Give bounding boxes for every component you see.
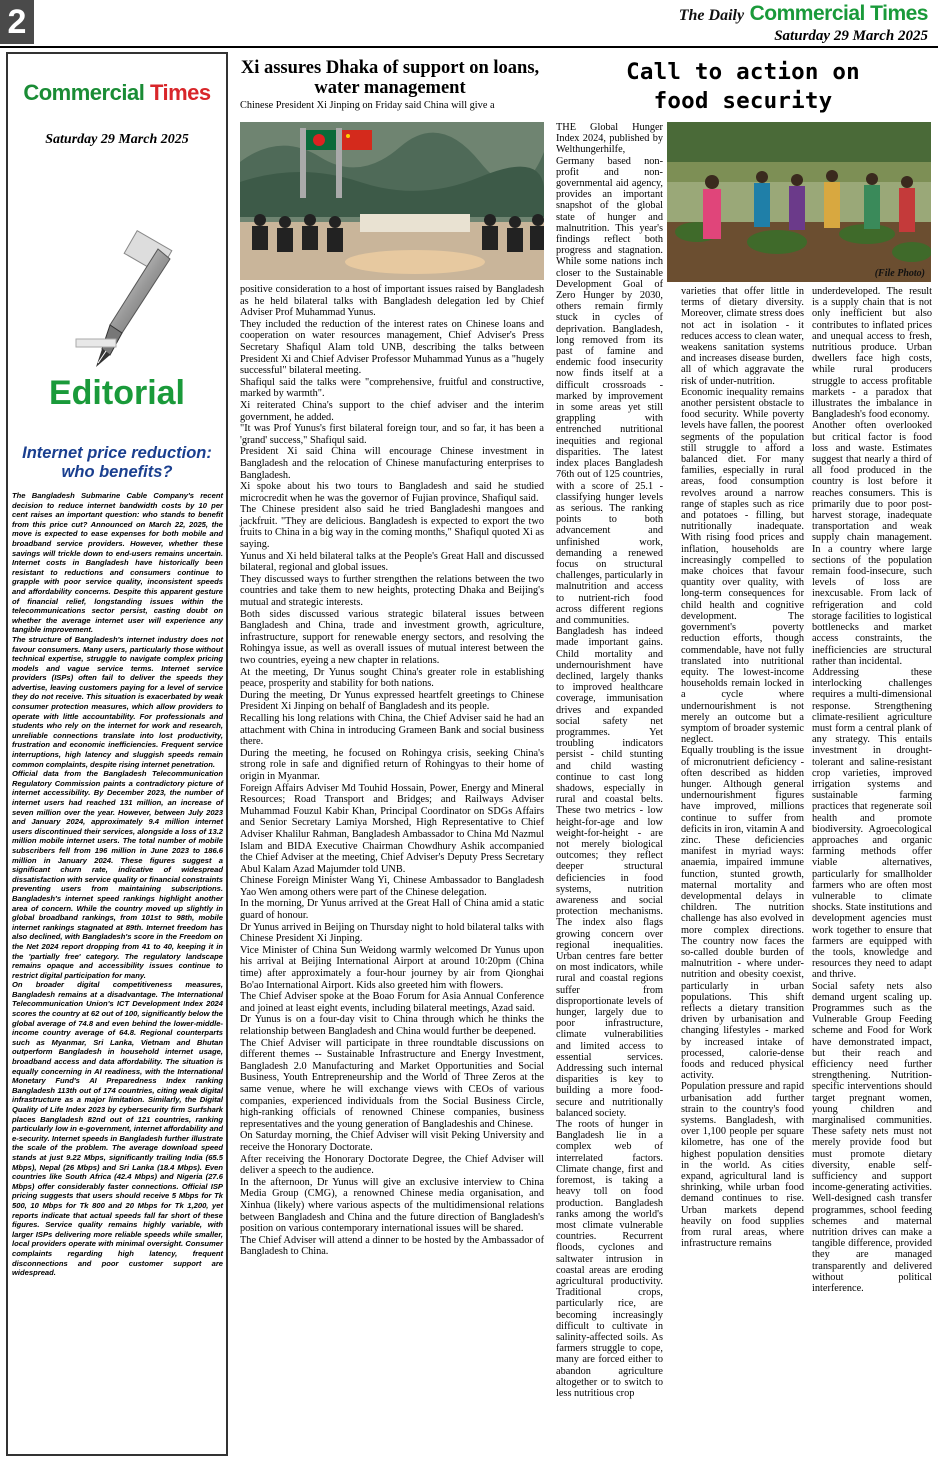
food-paragraph: Economic inequality remains another persistent obstacle to food security. While poverty levels have fallen, the poorest segments of the population still struggle to afford a balanced diet. For many families, especially in rural areas, food consumption revolves around a narrow range of staples such as rice and potatoes - filling, but nutritionally inadequate. With rising food prices and inflation, households are increasingly compelled to make choices that favour quantity over quality, with long-term consequences for child health and cognitive development. The government's poverty reduction efforts, though commendable, have not fully translated into nutritional equity. The lowest-income households remain locked in a cycle where undernourishment is not merely an outcome but a symptom of broader systemic neglect. xyxy=(681,386,804,746)
xi-paragraph: Shafiqul said the talks were "comprehensive, fruitful and constructive, marked by warmth". xyxy=(240,376,544,400)
food-article-headline xyxy=(552,58,934,116)
food-paragraph: Population pressure and rapid urbanisation add further strain to the country's food systems. Bangladesh, with over 1,100 people per square kilometre, has one of the highest population densities in the world. As cities expand, agricultural land is shrinking, while urban food demand continues to rise. Urban markets depend heavily on food supplies from rural areas, where infrastructure remains xyxy=(681,1081,804,1250)
food-paragraph: Social safety nets also demand urgent scaling up. Programmes such as the Vulnerable Group Feeding scheme and Food for Work have demonstrated impact, but their reach and efficiency need further strengthening. Nutrition-specific interventions should target pregnant women, young children and marginalised communities. These safety nets must not merely provide food but must promote dietary diversity, enable self-sufficiency and support income-generating activities. Well-designed cash transfer programmes, school feeding schemes and maternal nutrition drives can make a tangible difference, provided they are managed transparently and delivered without political interference. xyxy=(812,980,932,1295)
fountain-pen-icon xyxy=(66,229,186,369)
xi-paragraph: Chinese Foreign Minister Wang Yi, Chinese Ambassador to Bangladesh Yao Wen among others were part of the Chinese delegation. xyxy=(240,875,544,898)
food-paragraph: Another often overlooked but critical factor is food loss and waste. Estimates suggest that nearly a third of all food produced in the country is lost before it reaches consumers. This is primarily due to poor post-harvest storage, inadequate transportation and weak supply chain management. In a country where large sections of the population remain food-insecure, such levels of loss are inexcusable. From lack of refrigeration and cold storage facilities to logistical bottlenecks and market access constraints, the inefficiencies are structural rather than incidental. xyxy=(812,420,932,667)
masthead xyxy=(679,2,928,45)
xi-paragraph: They included the reduction of the interest rates on Chinese loans and cooperation on water resources management, Chief Adviser's Press Secretary Shafiqul Alam told UNB, describing the talks between President Xi and Chief Adviser Professor Muhammad Yunus as a "hugely successful" bilateral meeting. xyxy=(240,318,544,377)
section-title: Editorial xyxy=(48,374,186,412)
editorial-paragraph: On broader digital competitiveness measures, Bangladesh remains at a disadvantage. The International Telecommunication Union's ICT Development Index 2024 scores the country at 62 out of 100, significantly below the global average of 74.8 and even behind the lower-middle-income country average of 64.8. Regional counterparts such as Myanmar, Sri Lanka, Vietnam and Bhutan outperform Bangladesh in household internet usage, broadband access and data affordability. The situation is equally concerning in AI readiness, with the International Monetary Fund's AI Preparedness Index ranking Bangladesh 113th out of 174 countries, citing weak digital infrastructure as a major limitation. Similarly, the Digital Quality of Life Index 2023 by cybersecurity firm Surfshark places Bangladesh 82nd out of 121 countries, ranking particularly low in e-government, internet affordability and e-security. Internet speeds in Bangladesh further illustrate the scale of the problem. The average download speed stands at just 9.22 Mbps, significantly trailing India (65.5 Mbps), Nepal (26 Mbps) and Sri Lanka (18.4 Mbps). Even countries like South Africa (42.4 Mbps) and Nigeria (27.6 Mbps) offer considerably faster connections. Official ISP pricing suggests that users should receive 5 Mbps for Tk 500, 10 Mbps for Tk 800 and 20 Mbps for Tk 1,200, yet reports indicate that actual speeds fall far short of these figures. Service quality remains highly variable, with larger ISPs delivering more reliable speeds while smaller, local providers operate with minimal oversight. Consumer complaints regarding high latency, frequent disconnections and poor customer support are widespread. xyxy=(12,980,223,1278)
xi-paragraph: In the afternoon, Dr Yunus will give an exclusive interview to China Media Group (CMG), a renowned Chinese media organisation, and Xinhua (likely) where various aspects of the multidimensional relations between Bangladesh and China and the future direction of Bangladesh's position on various contemporary international issues will be shared. xyxy=(240,1176,544,1235)
xi-paragraph: The Chinese president also said he tried Bangladeshi mangoes and jackfruit. "They are delicious. Bangladesh is expected to export the two fruits to China in a big way in the coming months," Shafiqul quoted Xi as saying. xyxy=(240,504,544,551)
paper-name: Commercial Times xyxy=(749,2,928,25)
food-column-2 xyxy=(681,286,804,1452)
food-paragraph: Equally troubling is the issue of micronutrient deficiency - often described as hidden hunger. Although general undernourishment figures have improved, millions continue to suffer from deficits in iron, vitamin A and zinc. These deficiencies manifest in myriad ways: anaemia, impaired immune function, stunted growth, maternal mortality and developmental delays in children. The nutrition challenge has also evolved in more complex directions. The country now faces the so-called double burden of malnutrition - where under-nutrition and obesity coexist, particularly in urban populations. This shift reflects a dietary transition driven by urbanisation and changing lifestyles - marked by increased intake of processed, calorie-dense foods and reduced physical activity. xyxy=(681,745,804,1082)
food-paragraph: The roots of hunger in Bangladesh lie in a complex web of interrelated factors. Climate change, first and foremost, is taking a heavy toll on food production. Bangladesh ranks among the world's most climate vulnerable countries. Recurrent floods, cyclones and saltwater intrusion in coastal areas are eroding agricultural productivity. Traditional crops, particularly rice, are becoming increasingly difficult to cultivate in salinity-affected soils. As farmers struggle to cope, many are forced either to abandon agriculture altogether or to switch to less nutritious crop xyxy=(556,1119,663,1399)
xi-paragraph: The Chief Adviser will participate in three roundtable discussions on different themes -- Sustainable Infrastructure and Energy Investment, Bangladesh 2.0 Manufacturing and Market Opportunities and Social Business, Youth Entrepreneurship and the World of Three Zeros at the same venue, where he will exchange views with CEOs of various companies, experienced individuals from the Social Business Circle, high-ranking officials of renowned Chinese companies, business representatives and the young generation of Bangladeshis and Chinese. xyxy=(240,1037,544,1130)
food-paragraph: varieties that offer little in terms of dietary diversity. Moreover, climate stress does not act in isolation - it reduces access to clean water, weakens sanitation systems and increases disease burden, all of which aggravate the risk of under-nutrition. xyxy=(681,286,804,387)
paper-prefix: The Daily xyxy=(678,7,745,24)
photo-caption: (File Photo) xyxy=(874,268,925,279)
xi-paragraph: positive consideration to a host of important issues raised by Bangladesh as he held bilateral talks with Bangladesh delegation led by Chief Adviser Prof Muhammad Yunus. xyxy=(240,284,544,319)
food-column-3 xyxy=(812,286,932,1452)
xi-paragraph: Yunus and Xi held bilateral talks at the People's Great Hall and discussed bilateral, regional and global issues. xyxy=(240,550,544,574)
xi-paragraph: After receiving the Honorary Doctorate Degree, the Chief Adviser will deliver a speech to the audience. xyxy=(240,1153,544,1177)
food-headline-line1: Call to action on xyxy=(626,59,860,85)
food-file-photo xyxy=(667,122,931,282)
xi-paragraph: During the meeting, he focused on Rohingya crisis, seeking China's strong role in safe and dignified return of Rohingyas to their home of origin in Myanmar. xyxy=(240,747,544,782)
xi-paragraph: Foreign Affairs Adviser Md Touhid Hossain, Power, Energy and Mineral Resources; Road Transport and Bridges; and Railways Adviser Muhammad Fouzul Kabir Khan, Principal Coordinator on SDGs Affairs and Senior Secretary Lamiya Morshed, High Representative to Chief Adviser Khalilur Rahman, Bangladesh Ambassador to China Md Nazmul Islam and BIDA Executive Chairman Chowdhury Ashik accompanied the Chief Adviser at the meeting, Chief Adviser's Deputy Press Secretary Abul Kalam Azad Majumder told UNB. xyxy=(240,782,544,875)
xi-article-lead: Chinese President Xi Jinping on Friday said China will give a xyxy=(240,100,495,111)
editorial-sidebar xyxy=(6,52,228,1456)
food-paragraph: Addressing these interlocking challenges requires a multi-dimensional response. Strengthening climate-resilient agriculture must form a central plank of any strategy. This entails investment in drought-tolerant and saline-resistant crop varieties, improved irrigation systems and sustainable farming practices that regenerate soil health and promote biodiversity. Agroecological approaches and organic farming methods offer viable alternatives, particularly for smallholder farmers who are often most vulnerable to climate shocks. State institutions and development agencies must work together to ensure that farmers are equipped with the tools, knowledge and resources they need to adapt and thrive. xyxy=(812,666,932,981)
xi-meeting-photo xyxy=(240,122,544,280)
food-headline-line2: food security xyxy=(653,88,833,114)
xi-paragraph: Dr Yunus arrived in Beijing on Thursday night to hold bilateral talks with Chinese President Xi Jinping. xyxy=(240,921,544,945)
xi-paragraph: "It was Prof Yunus's first bilateral foreign tour, and so far, it has been a 'grand' success," Shafiqul said. xyxy=(240,423,544,446)
top-rule xyxy=(0,46,938,48)
xi-paragraph: Both sides discussed various strategic bilateral issues between Bangladesh and China, trade and investment growth, agriculture, infrastructure, support for renewable energy sectors, and resolving the Rohingya issue, as well as overall issues of mutual interest between the two countries, eyeing a new chapter in relations. xyxy=(240,608,544,666)
xi-paragraph: Xi spoke about his two tours to Bangladesh and said he studied microcredit when he was the governor of Fujian province, Shafiqul said. xyxy=(240,481,544,504)
editorial-body xyxy=(12,491,223,1278)
xi-paragraph: On Saturday morning, the Chief Adviser will visit Peking University and receive the Honorary Doctorate. xyxy=(240,1130,544,1153)
editorial-paragraph: Official data from the Bangladesh Telecommunication Regulatory Commission paints a contradictory picture of internet accessibility. By December 2023, the number of internet users had reached 131 million, an increase of seven million over the year. However, between July 2023 and January 2024, approximately 9.4 million internet users discontinued their services, alongside a loss of 13.2 million mobile internet users. The total number of mobile subscribers fell from 196 million in June 2023 to 186.6 million in January 2024. These figures suggest a significant churn rate, indicative of widespread dissatisfaction with service quality or financial constraints preventing users from maintaining subscriptions. Bangladesh's internet speed rankings highlight another area of concern. While the country moved up slightly in global broadband rankings, from 101st to 98th, mobile internet rankings stagnated at 89th. Internet freedom has also declined, with Bangladesh's score in the Freedom on the Net 2024 report dropping from 41 to 40, keeping it in the 'partially free' category. The regulatory landscape remains opaque and accessibility issues continue to restrict digital participation for many. xyxy=(12,769,223,980)
xi-paragraph: At the meeting, Dr Yunus sought China's greater role in establishing peace, prosperity and stability for both nations. xyxy=(240,666,544,690)
food-paragraph: THE Global Hunger Index 2024, published by Welthungerhilfe, Germany based non-profit and non-governmental aid agency, provides an important snapshot of the global state of hunger and malnutrition. This year's findings reflect both progress and stagnation. While some nations inch closer to the Sustainable Development Goal of Zero Hunger by 2030, others remain firmly stuck in cycles of deprivation. Bangladesh, long removed from its past of famine and endemic food insecurity now finds itself at a difficult crossroads - marked by improvement in some areas yet still grappling with entrenched nutritional inequities and regional disparities. The latest index places Bangladesh 76th out of 125 countries, with a score of 25.1 - classifying hunger levels as serious. The ranking points to both advancement and unfinished work, demanding a renewed focus on structural challenges, particularly in malnutrition and access to nutrient-rich food across different regions and communities. xyxy=(556,122,663,626)
editorial-headline: Internet price reduction: who benefits? xyxy=(22,444,212,481)
masthead-date: Saturday 29 March 2025 xyxy=(774,28,928,44)
xi-paragraph: In the morning, Dr Yunus arrived at the Great Hall of China amid a static guard of honour. xyxy=(240,898,544,922)
food-paragraph: underdeveloped. The result is a supply chain that is not only inefficient but also contributes to inflated prices and unequal access to fresh, nutritious produce. Urban dwellers face high costs, while rural producers struggle to access profitable markets - a paradox that illustrates the imbalance in Bangladesh's food economy. xyxy=(812,286,932,421)
sidebar-brand-part1: Commercial xyxy=(23,80,145,105)
xi-paragraph: During the meeting, Dr Yunus expressed heartfelt greetings to Chinese President Xi Jinping on behalf of Bangladesh and its people. xyxy=(240,689,544,713)
xi-paragraph: President Xi said China will encourage Chinese investment in Bangladesh and the relocation of Chinese manufacturing enterprises to Bangladesh. xyxy=(240,446,544,481)
page-number: 2 xyxy=(0,0,34,44)
xi-paragraph: Recalling his long relations with China, the Chief Adviser said he had an attachment with China in introducing Grameen Bank and social business there. xyxy=(240,712,544,748)
editorial-paragraph: The Bangladesh Submarine Cable Company's recent decision to reduce internet bandwidth costs by 10 per cent raises an important question: who stands to benefit from this price cut? Announced on March 22, 2025, the move is expected to ease expenses for both mobile and broadband service providers. However, whether these savings will trickle down to end-users remains uncertain. Internet costs in Bangladesh have historically been resistant to reductions and consumers continue to grapple with poor service quality, inconsistent speeds and affordability concerns. Despite this apparent gesture of financial relief, longstanding issues within the telecommunications sector persist, casting doubt on whether the average internet user will experience any tangible improvement. xyxy=(12,491,223,635)
xi-paragraph: The Chief Adviser will attend a dinner to be hosted by the Ambassador of Bangladesh to China. xyxy=(240,1234,544,1258)
xi-paragraph: Xi reiterated China's support to the chief adviser and the interim government, he added. xyxy=(240,399,544,423)
xi-paragraph: The Chief Adviser spoke at the Boao Forum for Asia Annual Conference and joined at least eight events, including bilateral meetings, Azad said. xyxy=(240,991,544,1014)
food-paragraph: Bangladesh has indeed made important gains. Child mortality and undernourishment have declined, largely thanks to improved healthcare coverage, immunisation drives and expanded social safety net programmes. Yet troubling indicators persist - child stunting and child wasting continue to cast long shadows, especially in rural and coastal belts. These two metrics - low height-for-age and low weight-for-height - are not merely biological outcomes; they reflect deeper structural deficiencies in food systems, nutrition awareness and social protection mechanisms. The index also flags growing concern over regional inequalities. Urban centres fare better on most indicators, while rural and coastal regions suffer from disproportionate levels of hunger, largely due to poor infrastructure, climate vulnerabilities and limited access to essential services. Addressing such internal disparities is key to building a more food-secure and nutritionally balanced society. xyxy=(556,626,663,1119)
paper-title xyxy=(679,2,928,26)
sidebar-date: Saturday 29 March 2025 xyxy=(45,132,189,147)
xi-paragraph: Vice Minister of China Sun Weidong warmly welcomed Dr Yunus upon his arrival at Beijing International Airport at around 10:20pm (China time) after approximately a four-hour journey by air from Qionghai Bo'ao International Airport. Kids also greeted him with flowers. xyxy=(240,944,544,991)
editorial-paragraph: The structure of Bangladesh's internet industry does not favour consumers. Many users, particularly those without technical expertise, struggle to navigate complex pricing models and vague service terms. Internet service providers (ISPs) often fail to deliver the speeds they advertise, leaving customers paying for a level of service they do not receive. This situation is exacerbated by weak consumer protection measures, which allow providers to operate with little accountability. For professionals and students who rely on the internet for work and research, unreliable connections translate into lost productivity, frustration and economic inefficiencies. Frequent service interruptions, high latency and sluggish speeds remain common complaints, despite rising internet penetration. xyxy=(12,634,223,769)
xi-paragraph: Dr Yunus is on a four-day visit to China through which he thinks the relationship between Bangladesh and China would further be deepened. xyxy=(240,1014,544,1037)
xi-paragraph: They discussed ways to further strengthen the relations between the two countries and take them to new heights, protecting Dhaka and Beijing's mutual and strategic interests. xyxy=(240,573,544,609)
sidebar-brand xyxy=(8,80,226,106)
food-column-1 xyxy=(556,122,663,1452)
xi-article-headline: Xi assures Dhaka of support on loans, water management xyxy=(240,58,540,98)
sidebar-brand-part2: Times xyxy=(149,80,211,105)
xi-article-body xyxy=(240,284,544,1258)
